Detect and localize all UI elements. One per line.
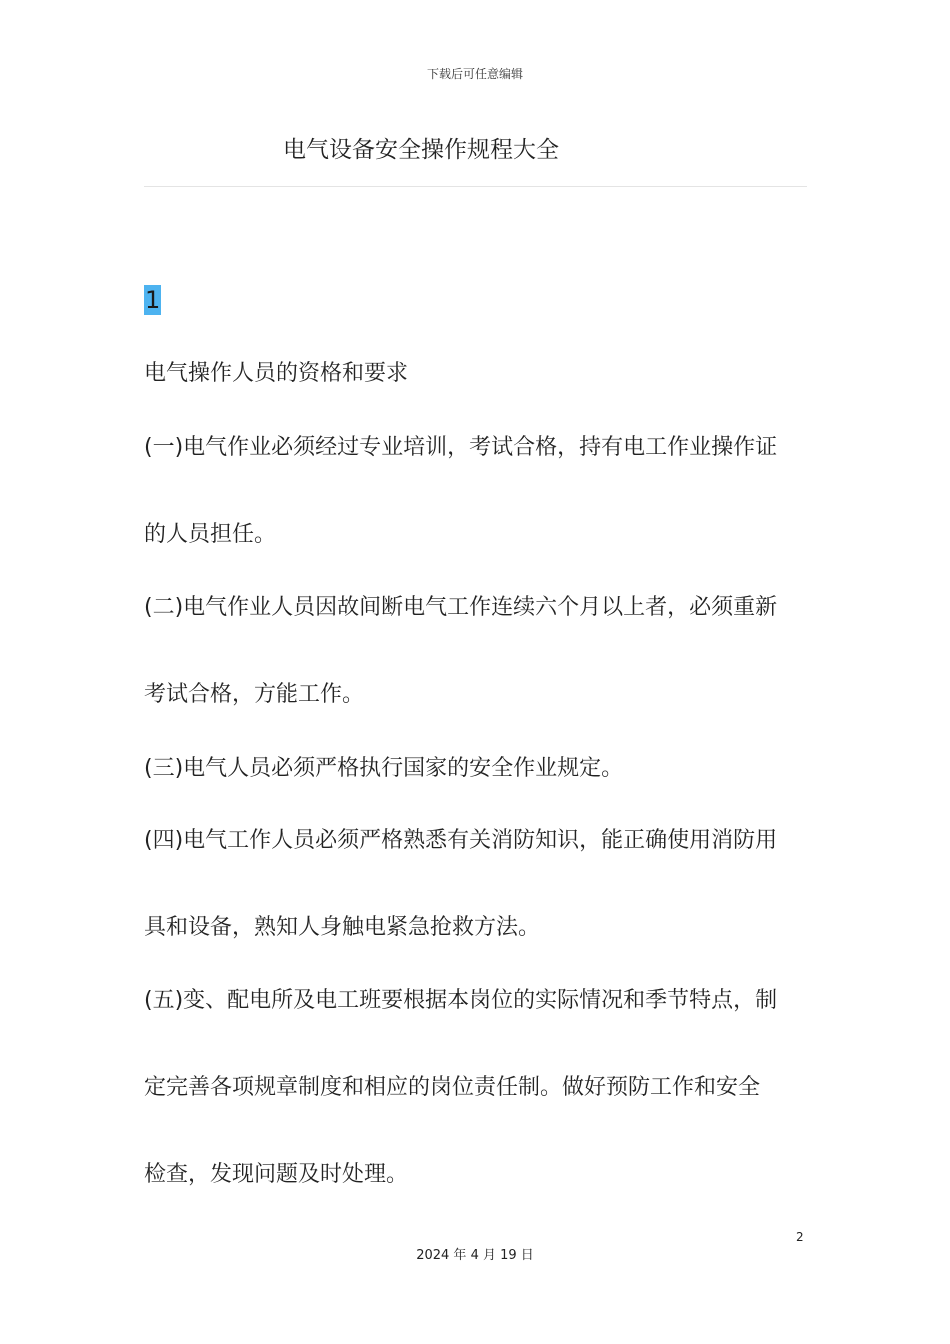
paragraph-line: 具和设备，熟知人身触电紧急抢救方法。 [144, 915, 541, 940]
paragraph-line: (四)电气工作人员必须严格熟悉有关消防知识，能正确使用消防用 [144, 828, 778, 853]
header-note: 下载后可任意编辑 [426, 67, 523, 81]
page-number: 2 [796, 1230, 804, 1244]
section-number-selected[interactable]: 1 [145, 286, 161, 314]
document-title: 电气设备安全操作规程大全 [283, 137, 559, 163]
paragraph-line: (五)变、配电所及电工班要根据本岗位的实际情况和季节特点，制 [144, 988, 778, 1013]
paragraph-line: (三)电气人员必须严格执行国家的安全作业规定。 [144, 756, 624, 781]
paragraph-line: 的人员担任。 [144, 522, 277, 547]
paragraph-line: 考试合格，方能工作。 [144, 682, 365, 707]
paragraph-line: (一)电气作业必须经过专业培训，考试合格，持有电工作业操作证 [144, 435, 778, 460]
paragraph-line: 定完善各项规章制度和相应的岗位责任制。做好预防工作和安全 [144, 1075, 761, 1100]
footer-date: 2024 年 4 月 19 日 [416, 1248, 534, 1263]
paragraph-line: 检查，发现问题及时处理。 [144, 1162, 409, 1187]
paragraph-line: (二)电气作业人员因故间断电气工作连续六个月以上者，必须重新 [144, 595, 778, 620]
section-heading: 电气操作人员的资格和要求 [144, 361, 409, 386]
title-divider [144, 186, 807, 187]
